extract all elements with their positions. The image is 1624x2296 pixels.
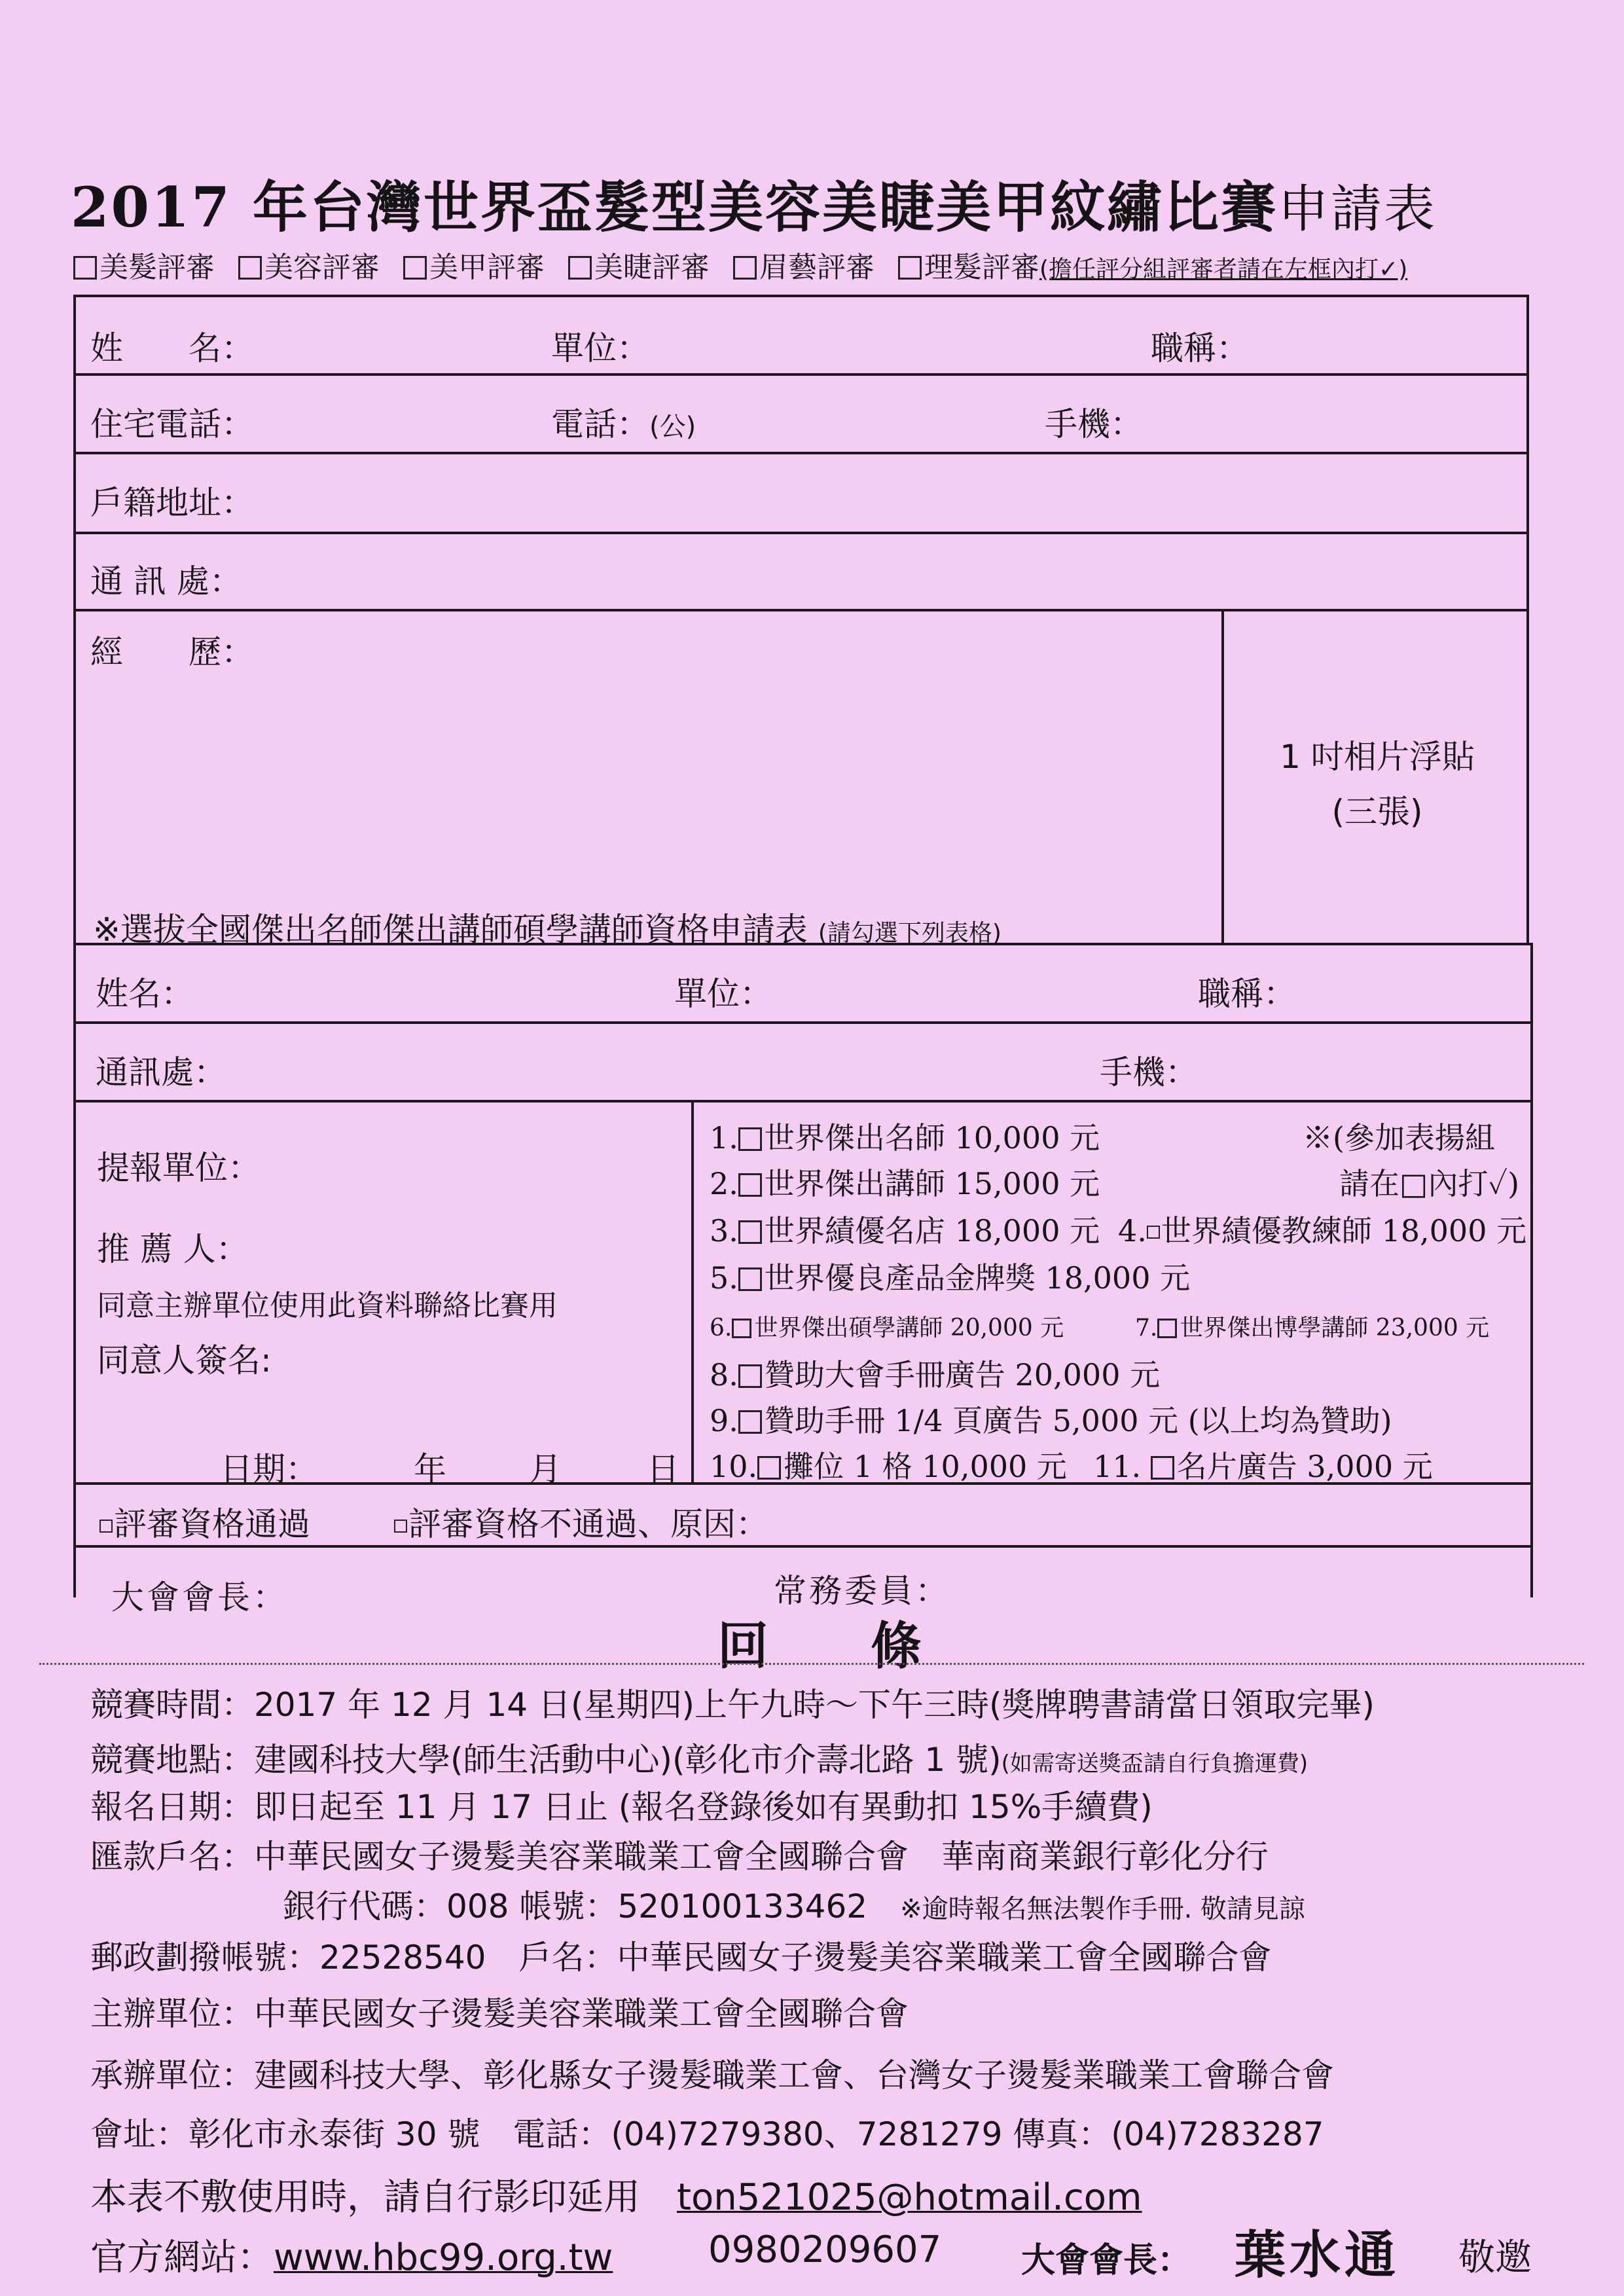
checkbox[interactable] [99, 1520, 113, 1533]
consent-text: 同意主辦單位使用此資料聯絡比賽用 [97, 1289, 558, 1322]
competition-time: 競賽時間：2017 年 12 月 14 日(星期四)上午九時～下午三時(獎牌聘書請當日領取完畢) [90, 1686, 1375, 1724]
experience-label: 經 歷： [90, 633, 254, 671]
mobile-label: 手機： [1045, 405, 1143, 443]
form2-name-field[interactable] [196, 960, 655, 1012]
award-item-5[interactable]: 5. 世界優良產品金牌獎 18,000 元 [710, 1260, 1191, 1296]
association-address: 會址：彰化市永泰街 30 號 電話：(04)7279380、7281279 傳真：(04)7283287 [90, 2115, 1324, 2153]
cut-line [39, 1663, 1584, 1665]
award-item-8[interactable]: 8. 贊助大會手冊廣告 20,000 元 [710, 1357, 1161, 1393]
award-item-1[interactable]: 1. 世界傑出名師 10,000 元 [710, 1120, 1100, 1156]
date-month-label: 月 [529, 1450, 562, 1488]
checkbox[interactable] [898, 256, 922, 280]
office-phone-suffix: (公) [649, 412, 696, 442]
bank-note: ※逾時報名無法製作手冊. 敬請見諒 [900, 1894, 1306, 1924]
copy-note-line [90, 2168, 1142, 2221]
bank-info: 銀行代碼：008 帳號：520100133462 ※逾時報名無法製作手冊. 敬請見諒 [283, 1887, 1306, 1925]
form2-mail-address-label: 通訊處： [96, 1053, 226, 1091]
checkbox[interactable] [733, 256, 757, 280]
checkbox[interactable] [757, 1456, 781, 1480]
unit-label: 單位： [551, 329, 649, 367]
form2-mail-address-field[interactable] [236, 1038, 1080, 1091]
award-item-10[interactable]: 10. 攤位 1 格 10,000 元 [710, 1449, 1067, 1484]
copy-note: 本表不敷使用時，請自行影印延用 [90, 2176, 640, 2219]
award-note-line1: ※(參加表揚組 [1303, 1120, 1495, 1156]
consent-signature-label: 同意人簽名: [97, 1341, 272, 1379]
judge-option-lash[interactable]: 美睫評審 [568, 251, 710, 284]
contact-phone: 0980209607 [708, 2229, 942, 2271]
judge-option-barber[interactable]: 理髮評審 [898, 251, 1039, 284]
form2-name-label: 姓名： [96, 975, 194, 1013]
mail-address-label: 通 訊 處： [90, 562, 242, 600]
website-label: 官方網站： [90, 2236, 274, 2279]
page-title [71, 164, 1437, 243]
mail-address-field[interactable] [275, 547, 1512, 600]
checkbox[interactable] [738, 1173, 762, 1197]
photo-count-text: (三張) [1331, 793, 1423, 831]
photo-size-text: 1 吋相片浮貼 [1280, 738, 1475, 776]
co-organizer: 承辦單位：建國科技大學、彰化縣女子燙髮職業工會、台灣女子燙髮業職業工會聯合會 [90, 2056, 1334, 2094]
judge-options [73, 244, 1407, 285]
president-signoff-label: 大會會長： [111, 1578, 288, 1616]
award-item-11[interactable]: 11. 名片廣告 3,000 元 [1093, 1449, 1433, 1484]
checkbox[interactable] [1151, 1456, 1174, 1480]
award-item-9-note: (以上均為贊助) [1187, 1403, 1392, 1438]
judge-option-nail[interactable]: 美甲評審 [403, 251, 545, 284]
postal-account: 郵政劃撥帳號：22528540 戶名：中華民國女子燙髮美容業職業工會全國聯合會 [90, 1939, 1272, 1977]
review-fail-option[interactable]: 評審資格不通過、原因： [394, 1498, 768, 1545]
job-title-field[interactable] [1263, 314, 1512, 367]
checkbox[interactable] [1147, 1226, 1160, 1239]
checkbox[interactable] [738, 1410, 762, 1434]
checkbox[interactable] [1157, 1319, 1177, 1338]
award-item-9[interactable]: 9. 贊助手冊 1/4 頁廣告 5,000 元 (以上均為贊助) [710, 1403, 1392, 1438]
president-signature: 葉水通 [1235, 2225, 1400, 2285]
organizer: 主辦單位：中華民國女子燙髮美容業職業工會全國聯合會 [90, 1995, 909, 2033]
judge-option-brow[interactable]: 眉藝評審 [733, 251, 875, 284]
date-day-label: 日 [647, 1450, 679, 1488]
consent-signature-field[interactable] [308, 1326, 674, 1379]
contact-email-link[interactable]: ton521025@hotmail.com [677, 2176, 1142, 2219]
office-phone-label: 電話：(公) [551, 405, 696, 443]
recommender-field[interactable] [281, 1215, 674, 1267]
office-phone-field[interactable] [746, 390, 1028, 443]
registered-address-label: 戶籍地址： [90, 484, 254, 522]
checkbox[interactable] [394, 1520, 407, 1533]
form2-job-title-field[interactable] [1309, 960, 1519, 1012]
judge-option-beauty[interactable]: 美容評審 [238, 251, 380, 284]
checkbox[interactable] [73, 256, 97, 280]
registration-period: 報名日期：即日起至 11 月 17 日止 (報名登錄後如有異動扣 15%手續費) [90, 1788, 1153, 1826]
checkbox[interactable] [403, 256, 427, 280]
form2-job-title-label: 職稱： [1198, 975, 1296, 1013]
footer-president-label: 大會會長： [1021, 2240, 1192, 2280]
venue-note: (如需寄送獎盃請自行負擔運費) [1001, 1751, 1308, 1777]
award-item-7[interactable]: 7. 世界傑出博學講師 23,000 元 [1135, 1315, 1490, 1341]
form2-mobile-label: 手機： [1100, 1053, 1198, 1091]
award-item-3[interactable]: 3. 世界績優名店 18,000 元 [710, 1213, 1100, 1248]
committee-signoff-label: 常務委員： [774, 1572, 950, 1610]
form2-mobile-field[interactable] [1211, 1038, 1519, 1091]
registered-address-field[interactable] [275, 469, 1512, 521]
form2-unit-label: 單位： [674, 975, 772, 1013]
judge-note: (擔任評分組評審者請在左框內打✓) [1039, 256, 1408, 283]
review-pass-option[interactable]: 評審資格通過 [99, 1498, 310, 1545]
website-link[interactable]: www.hbc99.org.tw [274, 2236, 613, 2279]
checkbox[interactable] [738, 1220, 762, 1244]
award-item-6[interactable]: 6. 世界傑出碩學講師 20,000 元 [710, 1315, 1064, 1341]
closing-text: 敬邀 [1458, 2236, 1532, 2279]
experience-field[interactable] [275, 622, 1204, 884]
remittance-account: 匯款戶名：中華民國女子燙髮美容業職業工會全國聯合會 華南商業銀行彰化分行 [90, 1838, 1269, 1876]
checkbox[interactable] [568, 256, 592, 280]
checkbox[interactable] [238, 256, 262, 280]
selection-hint: (請勾選下列表格) [818, 920, 1001, 947]
home-phone-field[interactable] [275, 390, 537, 443]
home-phone-label: 住宅電話： [90, 405, 254, 443]
photo-placeholder [1266, 729, 1489, 839]
award-item-2[interactable]: 2. 世界傑出講師 15,000 元 [710, 1166, 1100, 1201]
award-note-line2: 請在□內打✓) [1339, 1166, 1520, 1201]
checkbox[interactable] [738, 1127, 762, 1151]
job-title-label: 職稱： [1151, 329, 1249, 367]
title-suffix: 申請表 [1278, 180, 1437, 239]
date-label: 日期： [220, 1450, 318, 1488]
award-item-4[interactable]: 4. 世界績優教練師 18,000 元 [1118, 1213, 1527, 1248]
recommender-label: 推 薦 人： [97, 1230, 249, 1268]
date-year-label: 年 [414, 1450, 446, 1488]
footer-line [90, 2229, 613, 2281]
slip-title: 回 條 [717, 1617, 922, 1676]
title-main: 2017 年台灣世界盃髮型美容美睫美甲紋繡比賽 [71, 175, 1278, 240]
checkbox[interactable] [738, 1364, 762, 1388]
name-field[interactable] [236, 314, 537, 367]
selection-title: ※選拔全國傑出名師傑出講師碩學講師資格申請表 (請勾選下列表格) [93, 911, 1001, 949]
checkbox[interactable] [732, 1319, 751, 1338]
mobile-field[interactable] [1152, 390, 1512, 443]
nominating-unit-field[interactable] [281, 1134, 674, 1186]
name-label: 姓 名： [90, 329, 254, 367]
competition-venue: 競賽地點：建國科技大學(師生活動中心)(彰化市介壽北路 1 號)(如需寄送獎盃請自行負擔運費) [90, 1741, 1308, 1779]
form2-unit-field[interactable] [785, 960, 1178, 1012]
judge-option-hair[interactable]: 美髮評審 [73, 251, 215, 284]
unit-field[interactable] [661, 314, 1132, 367]
checkbox[interactable] [738, 1267, 762, 1291]
nominating-unit-label: 提報單位： [97, 1149, 261, 1187]
